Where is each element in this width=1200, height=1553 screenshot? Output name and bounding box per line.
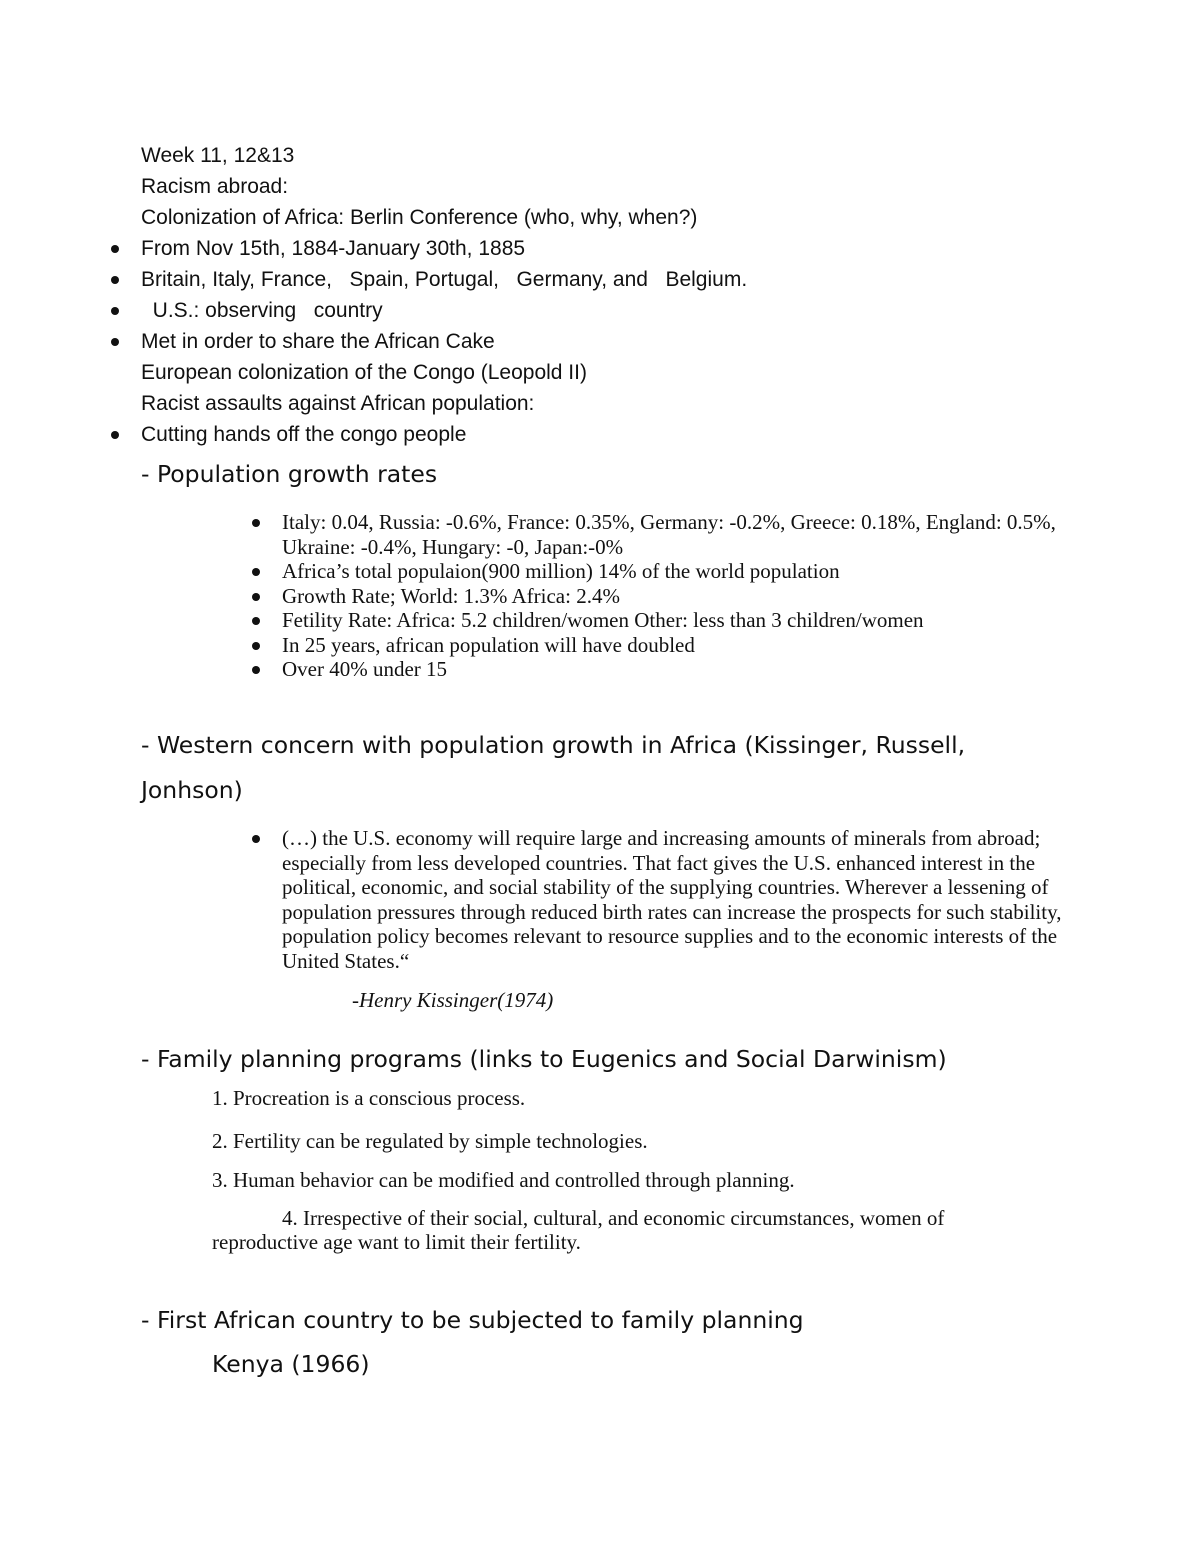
list-item: In 25 years, african population will have doubled (0, 633, 1060, 658)
kenya-answer: Kenya (1966) (212, 1350, 370, 1378)
bullet-icon (111, 431, 119, 439)
kissinger-quote-list (0, 826, 1070, 973)
population-growth-list (0, 510, 1060, 682)
list-item: Africa’s total populaion(900 million) 14% of the world population (0, 559, 1060, 584)
list-item: Growth Rate; World: 1.3% Africa: 2.4% (0, 584, 1060, 609)
week-title: Week 11, 12&13 (141, 144, 295, 167)
list-item: 2. Fertility can be regulated by simple technologies. (212, 1129, 648, 1153)
bullet-icon (111, 245, 119, 253)
western-concern-heading-line2: Jonhson) (141, 776, 243, 804)
racist-assaults-line: Racist assaults against African population: (141, 392, 535, 415)
list-item: Britain, Italy, France, Spain, Portugal, Germany, and Belgium. (0, 264, 1100, 295)
bullet-icon (252, 519, 260, 527)
bullet-icon (252, 568, 260, 576)
list-item: Italy: 0.04, Russia: -0.6%, France: 0.35%, Germany: -0.2%, Greece: 0.18%, England: 0.5%, Ukraine: -0.4%, Hungary: -0, Japan:-0% (0, 510, 1060, 559)
list-item: Met in order to share the African Cake (0, 326, 1100, 357)
bullet-icon (252, 666, 260, 674)
kissinger-quote: (…) the U.S. economy will require large and increasing amounts of minerals from abroad; especially from less developed countries. That fact gives the U.S. enhanced interest in the political, economic, and social stability of the supplying countries. Wherever a lessening of population pressures through reduced birth rates can increase the prospects for such stability, population policy becomes relevant to resource supplies and to the economic interests of the United States.“ (282, 826, 1062, 973)
list-item: Fetility Rate: Africa: 5.2 children/women Other: less than 3 children/women (0, 608, 1060, 633)
racism-abroad-label: Racism abroad: (141, 175, 289, 198)
list-item-continued: reproductive age want to limit their fertility. (212, 1230, 581, 1254)
bullet-icon (252, 617, 260, 625)
first-african-country-heading: - First African country to be subjected to family planning (141, 1306, 804, 1334)
list-item: 4. Irrespective of their social, cultural, and economic circumstances, women of (282, 1206, 945, 1230)
racist-assaults-list (0, 419, 1100, 450)
list-item (0, 826, 1070, 973)
list-item: Cutting hands off the congo people (0, 419, 1100, 450)
quote-attribution: -Henry Kissinger(1974) (352, 988, 554, 1012)
list-item: 1. Procreation is a conscious process. (212, 1086, 526, 1110)
colonization-heading: Colonization of Africa: Berlin Conference (who, why, when?) (141, 206, 698, 229)
list-item: 3. Human behavior can be modified and controlled through planning. (212, 1168, 795, 1192)
bullet-icon (111, 338, 119, 346)
bullet-icon (111, 307, 119, 315)
intro-block (141, 140, 1100, 450)
berlin-conference-list (0, 233, 1100, 357)
bullet-icon (111, 276, 119, 284)
congo-colonization-line: European colonization of the Congo (Leopold II) (141, 361, 587, 384)
bullet-icon (252, 835, 260, 843)
western-concern-heading-line1: - Western concern with population growth in Africa (Kissinger, Russell, (141, 731, 966, 759)
population-growth-block (0, 510, 1060, 682)
family-planning-heading: - Family planning programs (links to Eugenics and Social Darwinism) (141, 1045, 947, 1073)
list-item: Over 40% under 15 (0, 657, 1060, 682)
list-item: From Nov 15th, 1884-January 30th, 1885 (0, 233, 1100, 264)
population-growth-heading: - Population growth rates (141, 460, 438, 488)
kissinger-quote-block (0, 826, 1070, 973)
bullet-icon (252, 593, 260, 601)
list-item: U.S.: observing country (0, 295, 1100, 326)
bullet-icon (252, 642, 260, 650)
